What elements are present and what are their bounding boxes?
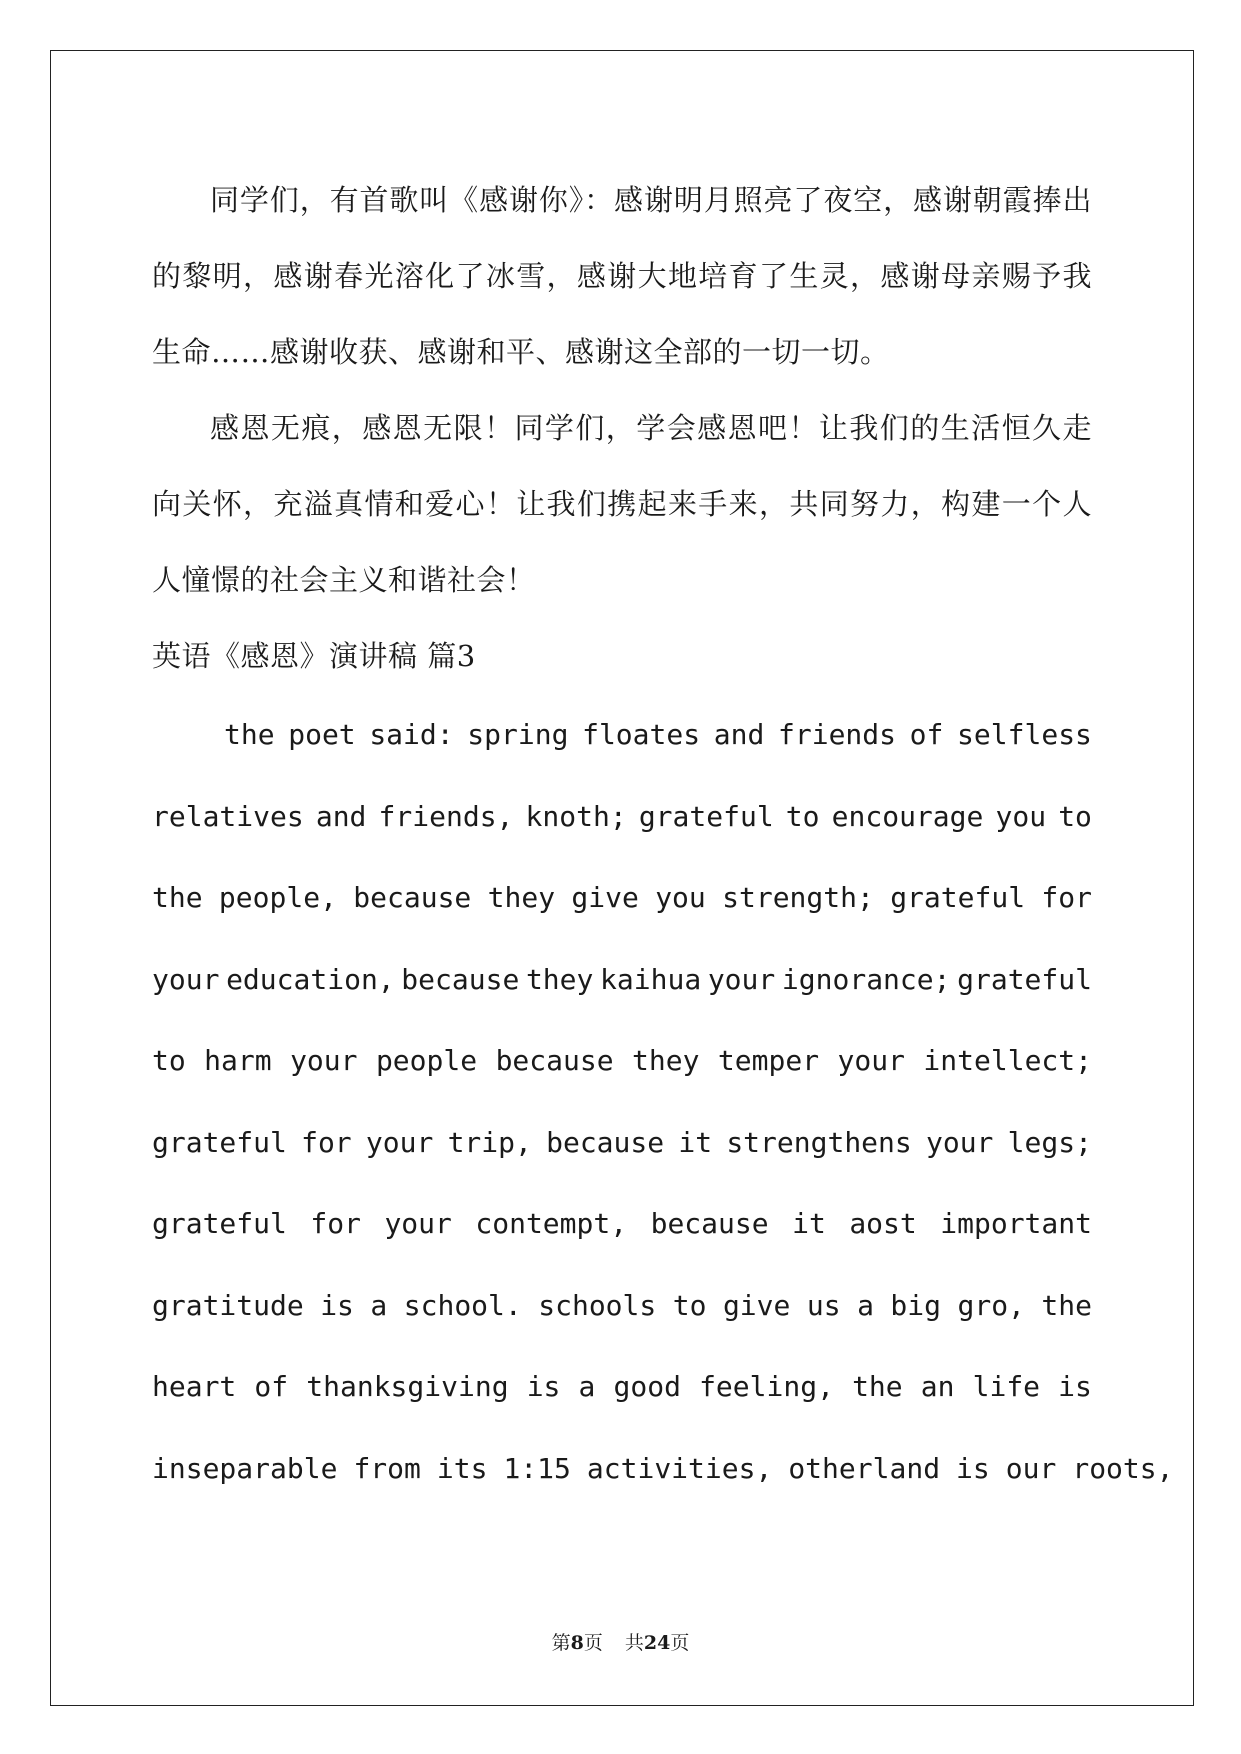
english-word: give <box>571 881 639 914</box>
english-word: activities, <box>586 1451 773 1485</box>
english-word: is <box>1058 1370 1092 1403</box>
english-word: feeling, <box>699 1370 834 1403</box>
english-word: education, <box>226 962 395 996</box>
english-word: it <box>792 1207 826 1240</box>
english-word: an <box>920 1370 955 1403</box>
english-word: you <box>995 799 1047 833</box>
english-word: your <box>384 1207 452 1240</box>
english-line <box>152 776 1092 858</box>
english-word: contempt, <box>475 1207 628 1240</box>
english-word: said: <box>369 718 454 751</box>
english-word: temper <box>717 1044 820 1077</box>
english-line <box>152 1020 1092 1102</box>
english-word: intellect; <box>923 1044 1092 1077</box>
footer-page-number: 8 <box>570 1632 584 1654</box>
english-word: big <box>890 1288 941 1322</box>
english-word: the <box>852 1370 903 1403</box>
document-body <box>152 162 1174 1509</box>
english-word: school. <box>403 1288 522 1322</box>
english-word: to <box>785 799 820 833</box>
english-word: trip, <box>447 1125 532 1159</box>
english-word: to <box>1058 799 1092 833</box>
english-word: your <box>152 962 220 996</box>
english-word: friends, <box>378 799 514 833</box>
english-word: selfless <box>957 718 1092 751</box>
english-word: spring <box>467 718 569 751</box>
english-word: 1:15 <box>503 1451 571 1485</box>
english-line <box>152 1102 1092 1184</box>
paragraph-gratitude-song: 同学们，有首歌叫《感谢你》：感谢明月照亮了夜空，感谢朝霞捧出的黎明，感谢春光溶化了冰雪，感谢大地培育了生灵，感谢母亲赐予我生命……感谢收获、感谢和平、感谢这全部的一切一切。 <box>152 183 1092 369</box>
footer-total-pages: 24 <box>643 1632 671 1654</box>
english-speech-text <box>152 694 1174 1509</box>
english-word: it <box>678 1125 713 1159</box>
english-word: a <box>578 1370 596 1403</box>
english-line <box>152 1346 1092 1428</box>
english-word: people <box>375 1044 478 1077</box>
english-word: otherland <box>788 1451 941 1485</box>
english-word: your <box>365 1125 434 1159</box>
english-word: good <box>613 1370 681 1403</box>
english-word: strength; <box>722 881 874 914</box>
english-word: legs; <box>1007 1125 1092 1159</box>
english-word: relatives <box>152 799 304 833</box>
english-word: knoth; <box>525 799 627 833</box>
english-line <box>152 694 1092 776</box>
english-word: our <box>1005 1451 1057 1485</box>
english-word: the <box>1041 1288 1092 1322</box>
english-line <box>152 1183 1092 1265</box>
english-word: because <box>650 1207 769 1240</box>
english-word: people, <box>218 881 337 914</box>
footer-total-suffix: 页 <box>670 1632 690 1654</box>
english-word: is <box>320 1288 354 1322</box>
english-word: thanksgiving <box>306 1370 509 1403</box>
english-word: for <box>301 1125 352 1159</box>
english-word: your <box>925 1125 994 1159</box>
english-word: its <box>436 1451 488 1485</box>
english-word: you <box>655 881 706 914</box>
english-word: gratitude <box>152 1288 304 1322</box>
english-word: poet <box>288 718 356 751</box>
english-word: to <box>672 1288 707 1322</box>
english-word: important <box>940 1207 1092 1240</box>
english-word: a <box>857 1288 874 1322</box>
english-word: harm <box>204 1044 272 1077</box>
english-word: aost <box>849 1207 917 1240</box>
footer-total-prefix: 共 <box>624 1632 644 1654</box>
english-word: gro, <box>957 1288 1025 1322</box>
english-word: friends <box>778 718 897 751</box>
english-word: give <box>722 1288 791 1322</box>
english-word: for <box>310 1207 361 1240</box>
footer-page-prefix: 第 <box>551 1632 571 1654</box>
english-word: strengthens <box>726 1125 912 1159</box>
english-word: grateful <box>890 881 1026 914</box>
english-word: ignorance; <box>781 962 951 996</box>
english-line <box>152 939 1092 1021</box>
english-word: encourage <box>831 799 984 833</box>
english-word: and <box>315 799 367 833</box>
english-word: grateful <box>957 962 1092 996</box>
english-word: kaihua <box>600 962 702 996</box>
footer-page-suffix: 页 <box>583 1632 603 1654</box>
english-word: floates <box>582 718 701 751</box>
page-number-footer <box>0 1628 1241 1655</box>
english-word: schools <box>538 1288 657 1322</box>
english-word: is <box>526 1370 561 1403</box>
english-word: they <box>525 962 594 996</box>
section-heading: 英语《感恩》演讲稿 篇3 <box>152 639 476 673</box>
english-word: your <box>707 962 776 996</box>
english-word: grateful <box>152 1207 287 1240</box>
english-word: of <box>254 1370 289 1403</box>
english-line <box>152 1428 1174 1510</box>
english-word: the <box>224 718 275 751</box>
english-word: a <box>370 1288 388 1322</box>
english-word: life <box>972 1370 1041 1403</box>
english-word: for <box>1041 881 1092 914</box>
english-word: your <box>290 1044 358 1077</box>
english-word: the <box>152 881 203 914</box>
english-word: your <box>837 1044 905 1077</box>
english-word: roots, <box>1072 1451 1174 1485</box>
english-line <box>152 1265 1092 1347</box>
english-word: to <box>152 1044 186 1077</box>
english-line <box>152 857 1092 939</box>
english-word: they <box>632 1044 700 1077</box>
english-word: from <box>353 1451 421 1485</box>
english-word: because <box>546 1125 665 1159</box>
english-word: grateful <box>152 1125 287 1159</box>
english-word: is <box>956 1451 990 1485</box>
english-word: they <box>487 881 556 914</box>
english-word: because <box>401 962 520 996</box>
english-word: us <box>806 1288 841 1322</box>
english-word: because <box>495 1044 614 1077</box>
paragraph-gratitude-closing: 感恩无痕，感恩无限！同学们，学会感恩吧！让我们的生活恒久走向关怀，充溢真情和爱心！让我们携起来手来，共同努力，构建一个人人憧憬的社会主义和谐社会！ <box>152 411 1092 597</box>
english-word: and <box>713 718 765 751</box>
english-word: of <box>909 718 944 751</box>
english-word: because <box>353 881 472 914</box>
english-word: heart <box>152 1370 237 1403</box>
english-word: grateful <box>638 799 774 833</box>
english-word: inseparable <box>152 1451 338 1485</box>
